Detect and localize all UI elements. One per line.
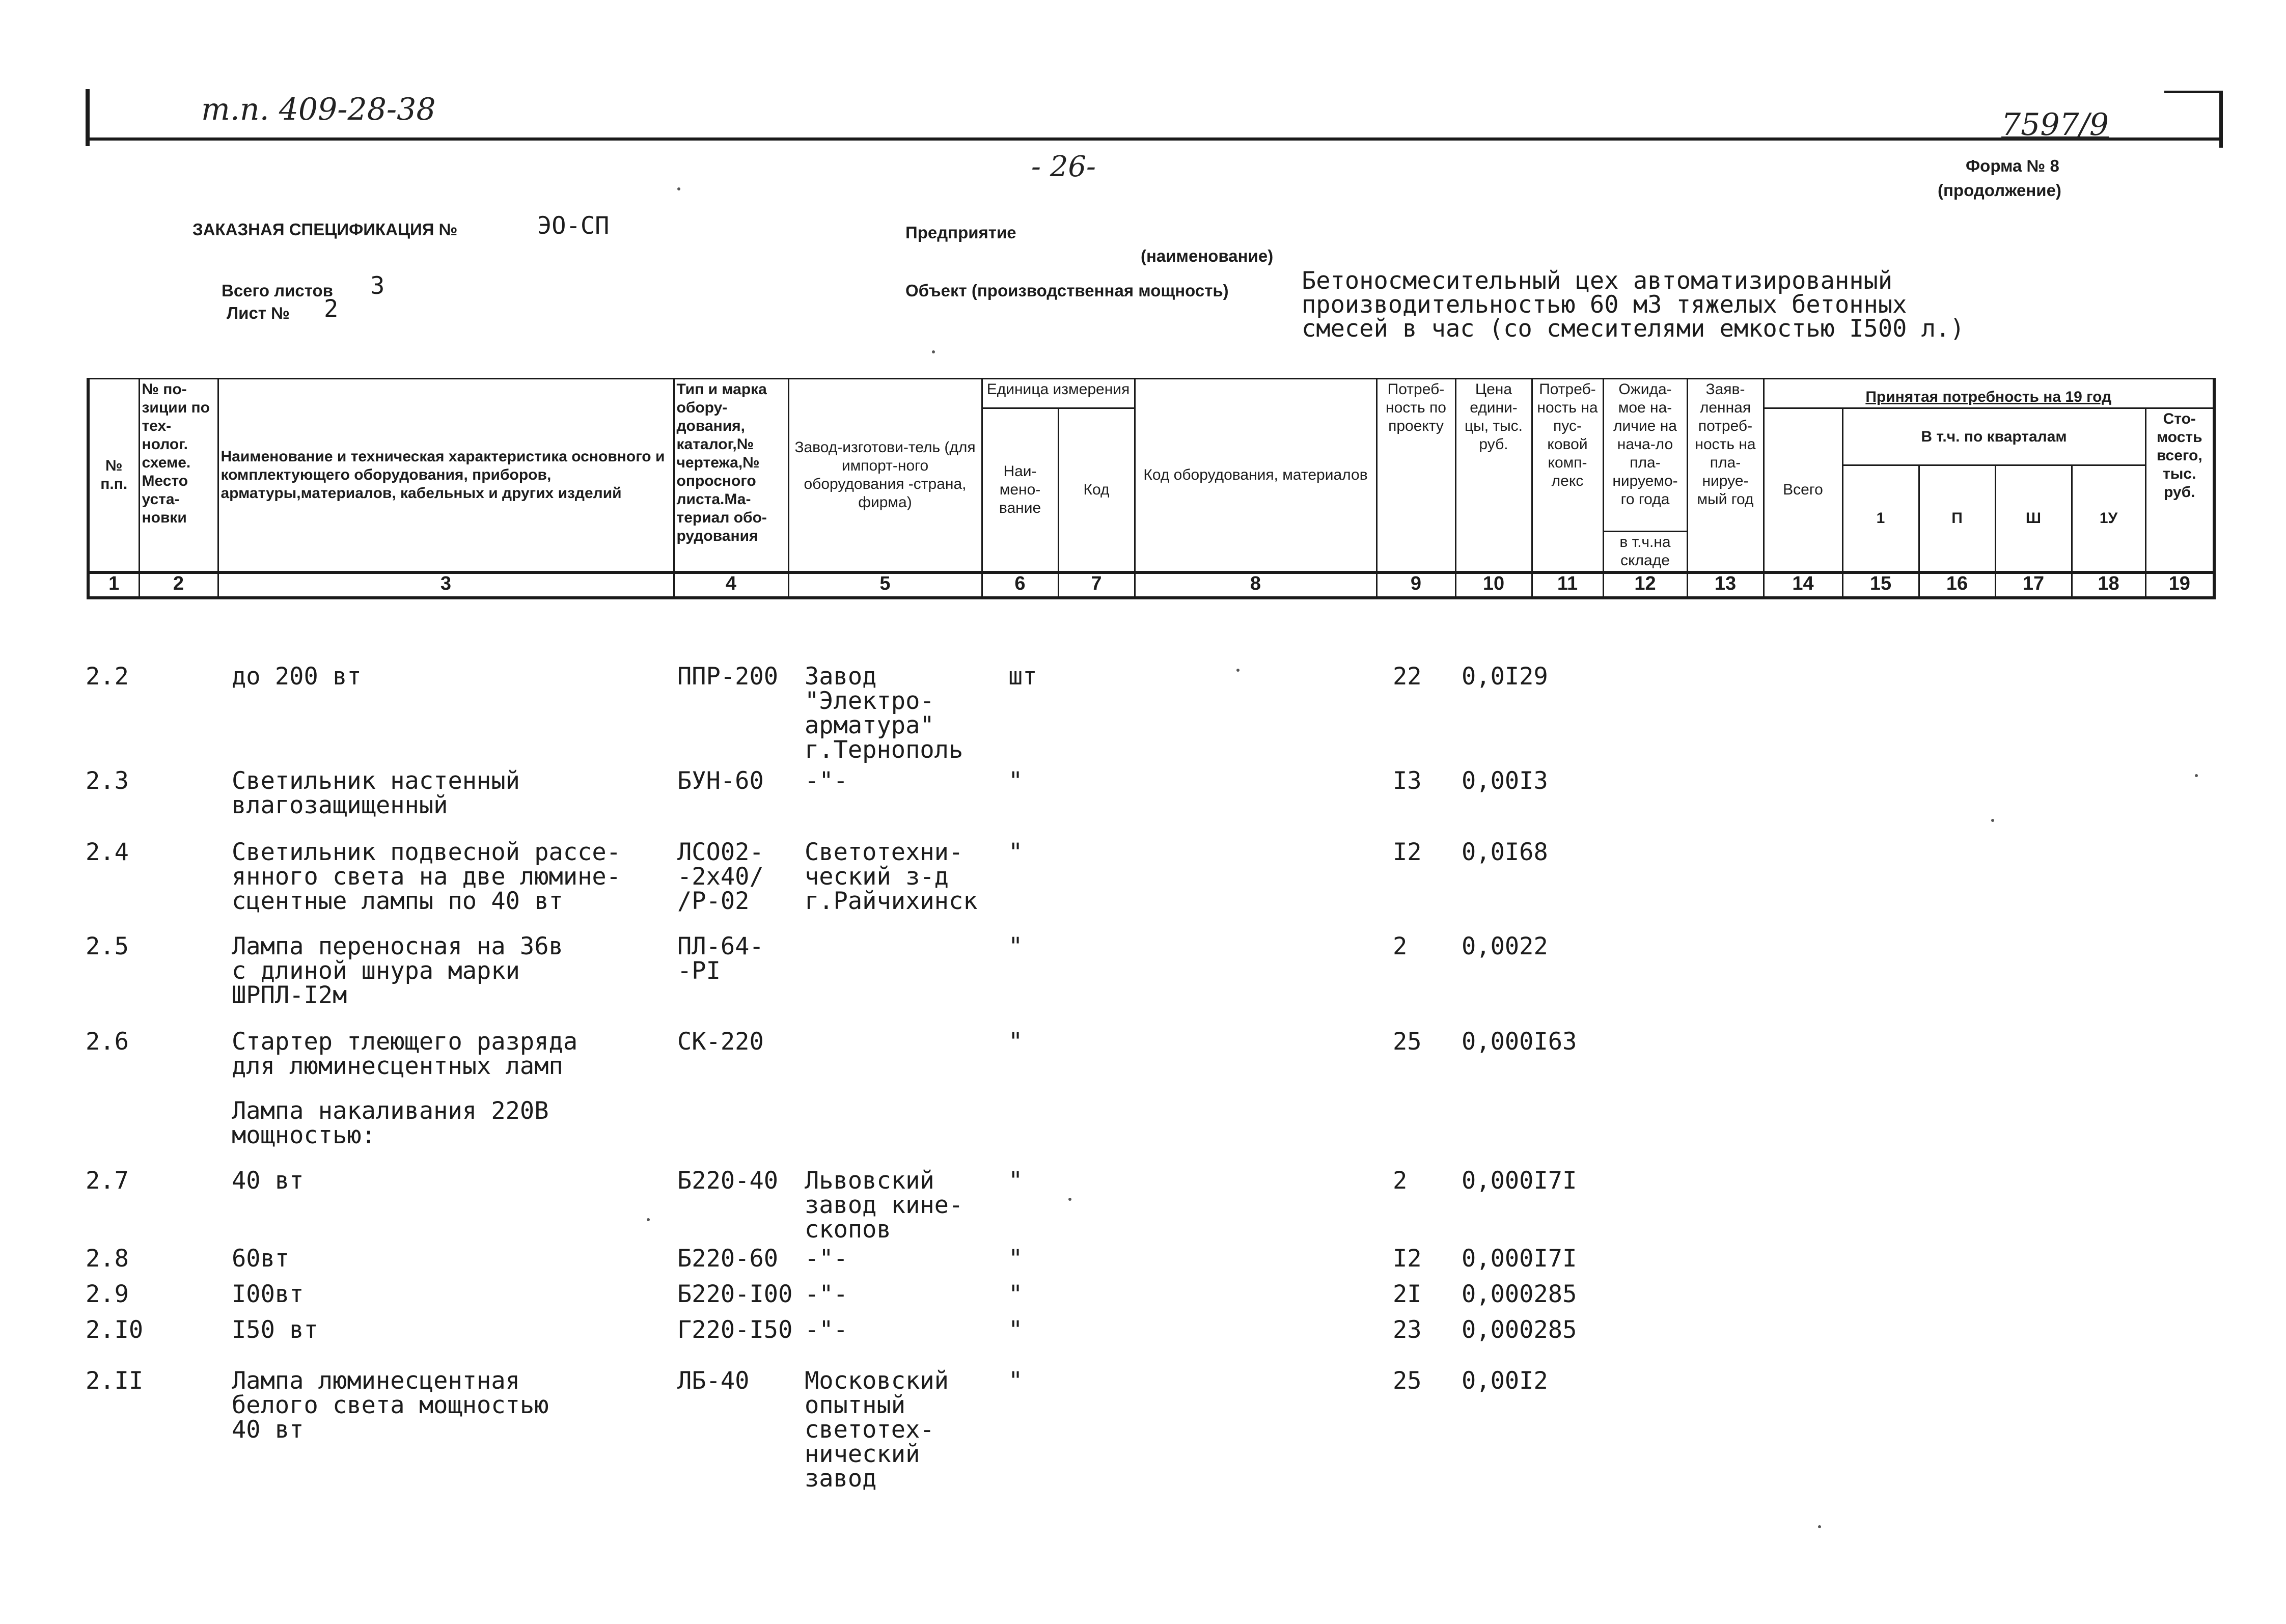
col-number: 3	[218, 572, 674, 598]
row-price: 0,00I3	[1462, 767, 1548, 795]
scan-speck	[1991, 819, 1994, 822]
hdr-col-16: П	[1919, 465, 1995, 573]
row-unit: "	[1008, 1280, 1023, 1308]
enterprise-label: Предприятие	[905, 223, 1016, 242]
row-unit: "	[1008, 1245, 1023, 1273]
row-name: Светильник подвесной рассе- янного света на две люмине- сцентные лампы по 40 вт	[232, 838, 621, 915]
row-no: 2.9	[86, 1280, 129, 1308]
scan-speck	[932, 350, 935, 353]
row-name: Лампа люминесцентная белого света мощностью 40 вт	[232, 1367, 549, 1444]
row-name: Стартер тлеющего разряда для люминесцентных ламп	[232, 1028, 578, 1080]
spec-title-value: ЭО-СП	[537, 212, 610, 240]
row-price: 0,000I7I	[1462, 1167, 1577, 1195]
row-name: 40 вт	[232, 1167, 304, 1195]
total-sheets-value: 3	[370, 272, 385, 300]
col-number: 5	[788, 572, 982, 598]
row-no: 2.II	[86, 1367, 144, 1395]
row-maker: Завод "Электро- арматура" г.Тернополь	[805, 663, 963, 764]
scan-speck	[1818, 1525, 1821, 1528]
hdr-col-1: № п.п.	[88, 379, 139, 573]
row-unit: "	[1008, 838, 1023, 866]
col-number: 12	[1603, 572, 1687, 598]
hdr-col-15: 1	[1842, 465, 1919, 573]
row-unit: "	[1008, 1028, 1023, 1056]
row-type: ЛСО02- -2х40/ /Р-02	[677, 838, 764, 915]
row-name: до 200 вт	[232, 663, 362, 691]
sheet-label: Лист №	[227, 304, 290, 322]
row-maker: Московский опытный светотех- нический завод	[805, 1367, 949, 1493]
column-numbers-row	[88, 572, 2214, 598]
row-qty: I2	[1393, 1245, 1422, 1273]
col-number: 17	[1995, 572, 2072, 598]
row-price: 0,0I68	[1462, 838, 1548, 866]
row-no: 2.2	[86, 663, 129, 691]
row-name: I50 вт	[232, 1316, 318, 1344]
frame-corner-right	[2164, 91, 2220, 93]
row-qty: 25	[1393, 1028, 1422, 1056]
hdr-col-8: Код оборудования, материалов	[1135, 379, 1376, 573]
hdr-col-2: № по-зиции по тех-нолог. схеме. Место уста-новки	[139, 379, 218, 573]
row-maker: Светотехни- ческий з-д г.Райчихинск	[805, 838, 978, 915]
row-unit: "	[1008, 932, 1023, 960]
row-name: Светильник настенный влагозащищенный	[232, 767, 520, 819]
col-number: 11	[1532, 572, 1603, 598]
row-type: Б220-60	[677, 1245, 779, 1273]
scan-speck	[677, 187, 680, 190]
row-type: ПЛ-64- -PI	[677, 932, 764, 985]
row-maker: -"-	[805, 1245, 848, 1273]
row-unit: "	[1008, 1167, 1023, 1195]
spec-title-label: ЗАКАЗНАЯ СПЕЦИФИКАЦИЯ №	[192, 220, 458, 239]
col-number: 2	[139, 572, 218, 598]
row-no: 2.5	[86, 932, 129, 960]
sheet-value: 2	[324, 295, 339, 323]
row-no: 2.3	[86, 767, 129, 795]
row-qty: 25	[1393, 1367, 1422, 1395]
row-qty: 23	[1393, 1316, 1422, 1344]
row-qty: I3	[1393, 767, 1422, 795]
hdr-col-14: Всего	[1764, 408, 1842, 573]
hdr-col-18: 1У	[2072, 465, 2145, 573]
hdr-col-7: Код	[1058, 408, 1135, 573]
row-qty: 2I	[1393, 1280, 1422, 1308]
col-number: 14	[1764, 572, 1842, 598]
object-value-line-1: Бетоносмесительный цех автоматизированный	[1302, 267, 1893, 295]
frame-bracket-left	[86, 89, 90, 146]
row-maker: -"-	[805, 1280, 848, 1308]
row-type: Б220-I00	[677, 1280, 793, 1308]
object-value-line-2: производительностью 60 м3 тяжелых бетонных	[1302, 291, 1907, 319]
col-number: 1	[88, 572, 139, 598]
object-value-line-3: смесей в час (со смесителями емкостью I500 л.)	[1302, 315, 1965, 343]
row-name: 60вт	[232, 1245, 290, 1273]
hdr-col-11: Потреб-ность на пус-ковой комп-лекс	[1532, 379, 1603, 573]
col-number: 15	[1842, 572, 1919, 598]
row-price: 0,000285	[1462, 1316, 1577, 1344]
hdr-col-3: Наименование и техническая характеристика основного и комплектующего оборудования, приборов, арматуры,материалов, кабельных и других изделий	[218, 379, 674, 573]
hdr-quarters-group: В т.ч. по кварталам	[1842, 408, 2145, 465]
col-number: 4	[674, 572, 788, 598]
hdr-col-12b: в т.ч.на складе	[1603, 532, 1687, 573]
col-number: 9	[1376, 572, 1455, 598]
project-code: т.п. 409-28-38	[201, 92, 436, 127]
row-price: 0,00I2	[1462, 1367, 1548, 1395]
scan-speck	[1236, 669, 1240, 672]
total-sheets-label: Всего листов	[222, 281, 333, 300]
row-qty: 2	[1393, 1167, 1408, 1195]
hdr-accepted-group: Принятая потребность на 19 год	[1764, 379, 2214, 408]
spec-table-header	[87, 378, 2216, 599]
hdr-col-5: Завод-изготови-тель (для импорт-ного оборудования -страна, фирма)	[788, 379, 982, 573]
row-maker: -"-	[805, 767, 848, 795]
row-qty: 2	[1393, 932, 1408, 960]
name-hint: (наименование)	[1141, 246, 1274, 265]
row-unit: "	[1008, 767, 1023, 795]
hdr-col-9: Потреб-ность по проекту	[1376, 379, 1455, 573]
row-name: Лампа накаливания 220В мощностью:	[232, 1097, 549, 1149]
hdr-col-4: Тип и марка обору-дования, каталог,№ чертежа,№ опросного листа.Ма-териал обо-рудования	[674, 379, 788, 573]
row-type: Г220-I50	[677, 1316, 793, 1344]
row-unit: "	[1008, 1316, 1023, 1344]
row-unit: шт	[1008, 663, 1037, 691]
row-qty: 22	[1393, 663, 1422, 691]
row-name: I00вт	[232, 1280, 304, 1308]
sheet-ref: 7597/9	[2001, 107, 2109, 143]
col-number: 13	[1687, 572, 1764, 598]
row-no: 2.6	[86, 1028, 129, 1056]
hdr-col-10: Цена едини-цы, тыс. руб.	[1455, 379, 1532, 573]
row-no: 2.4	[86, 838, 129, 866]
frame-top-rule	[90, 137, 2221, 141]
hdr-col-6: Наи-мено-вание	[982, 408, 1058, 573]
hdr-unit-group: Единица измерения	[982, 379, 1135, 408]
row-price: 0,0022	[1462, 932, 1548, 960]
row-type: ППР-200	[677, 663, 779, 691]
scan-speck	[647, 1218, 650, 1221]
row-no: 2.7	[86, 1167, 129, 1195]
row-type: БУН-60	[677, 767, 764, 795]
col-number: 6	[982, 572, 1058, 598]
form-continuation: (продолжение)	[1938, 181, 2061, 200]
col-number: 16	[1919, 572, 1995, 598]
col-number: 8	[1135, 572, 1376, 598]
hdr-col-12: Ожида-мое на-личие на нача-ло пла-нируемо-го года	[1603, 379, 1687, 532]
row-qty: I2	[1393, 838, 1422, 866]
scan-speck	[1068, 1198, 1071, 1201]
row-price: 0,0I29	[1462, 663, 1548, 691]
col-number: 10	[1455, 572, 1532, 598]
page-number: - 26-	[1031, 150, 1096, 183]
row-unit: "	[1008, 1367, 1023, 1395]
row-type: Б220-40	[677, 1167, 779, 1195]
form-number: Форма № 8	[1966, 156, 2059, 175]
row-no: 2.8	[86, 1245, 129, 1273]
scan-speck	[2195, 774, 2198, 777]
row-type: ЛБ-40	[677, 1367, 750, 1395]
row-price: 0,000285	[1462, 1280, 1577, 1308]
row-no: 2.I0	[86, 1316, 144, 1344]
object-label: Объект (производственная мощность)	[905, 281, 1229, 300]
frame-bracket-right	[2219, 91, 2223, 148]
col-number: 19	[2145, 572, 2214, 598]
row-maker: -"-	[805, 1316, 848, 1344]
hdr-col-13: Заяв-ленная потреб-ность на пла-нируе-мый год	[1687, 379, 1764, 573]
col-number: 7	[1058, 572, 1135, 598]
hdr-col-19: Сто-мость всего, тыс. руб.	[2145, 408, 2214, 573]
row-name: Лампа переносная на 36в с длиной шнура марки ШРПЛ-I2м	[232, 932, 563, 1009]
col-number: 18	[2072, 572, 2145, 598]
hdr-col-17: Ш	[1995, 465, 2072, 573]
row-price: 0,000I63	[1462, 1028, 1577, 1056]
row-maker: Львовский завод кине- скопов	[805, 1167, 963, 1244]
row-type: СК-220	[677, 1028, 764, 1056]
row-price: 0,000I7I	[1462, 1245, 1577, 1273]
